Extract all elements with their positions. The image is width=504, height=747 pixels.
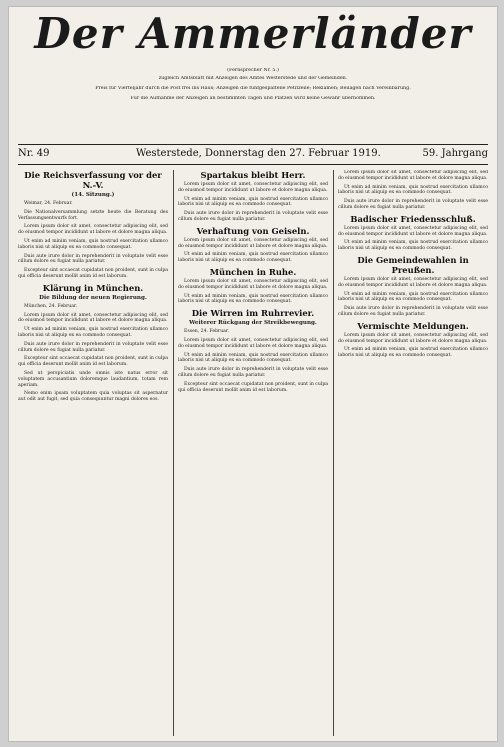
article-paragraph: Weimar, 24. Februar.	[24, 201, 73, 206]
article-paragraph: München, 24. Februar.	[24, 303, 78, 309]
article-heading: Die Gemeindewahlen in Preußen.	[357, 254, 469, 275]
article-paragraph: Duis aute irure dolor in reprehenderit in voluptate velit esse cillum dolore eu fugiat nulla pariatur.	[18, 253, 168, 265]
article-paragraph: Lorem ipsum dolor sit amet, consectetur adipiscing elit, sed do eiusmod tempor incididunt ut labore et dolore magna aliqua.	[178, 237, 328, 249]
article-heading: Die Reichsverfassung vor der N.-V.	[24, 170, 162, 190]
article-paragraph: Lorem ipsum dolor sit amet, consectetur adipiscing elit, sed do eiusmod tempor incididunt ut labore et dolore magna aliqua.	[18, 312, 168, 324]
article-paragraph: Ut enim ad minim veniam, quis nostrud exercitation ullamco laboris nisi ut aliquip ex ea commodo consequat.	[338, 184, 488, 196]
article-paragraph: Lorem ipsum dolor sit amet, consectetur adipiscing elit, sed do eiusmod tempor incididunt ut labore et dolore magna aliqua.	[178, 278, 328, 290]
article-paragraph: Lorem ipsum dolor sit amet, consectetur adipiscing elit, sed do eiusmod tempor incididunt ut labore et dolore magna aliqua.	[338, 332, 488, 344]
article-paragraph: Lorem ipsum dolor sit amet, consectetur adipiscing elit, sed do eiusmod tempor incididunt ut labore et dolore magna aliqua.	[178, 337, 328, 349]
article-paragraph: Ut enim ad minim veniam, quis nostrud exercitation ullamco laboris nisi ut aliquip ex ea commodo consequat.	[178, 252, 328, 264]
column-2	[178, 170, 328, 736]
column-divider	[333, 170, 334, 736]
top-rule	[18, 144, 488, 145]
issue-volume: 59. Jahrgang	[422, 148, 488, 159]
column-divider	[173, 170, 174, 736]
newspaper-page	[8, 6, 498, 742]
column-1	[18, 170, 168, 736]
bottom-rule	[18, 164, 488, 165]
article-heading: Spartakus bleibt Herr.	[200, 170, 306, 180]
article-heading: Klärung in München.	[42, 282, 144, 293]
article-heading: Die Wirren im Ruhrrevier.	[191, 308, 315, 319]
masthead-line-1: (Fernsprecher Nr. 5.)	[227, 68, 279, 73]
article-paragraph: Ut enim ad minim veniam, quis nostrud exercitation ullamco laboris nisi ut aliquip ex ea commodo consequat.	[178, 293, 328, 305]
article-paragraph: Lorem ipsum dolor sit amet, consectetur adipiscing elit, sed do eiusmod tempor incididunt ut labore et dolore magna aliqua.	[18, 224, 168, 236]
article-paragraph: Ut enim ad minim veniam, quis nostrud exercitation ullamco laboris nisi ut aliquip ex ea commodo consequat.	[178, 352, 328, 364]
article-paragraph: Lorem ipsum dolor sit amet, consectetur adipiscing elit, sed do eiusmod tempor incididunt ut labore et dolore magna aliqua.	[178, 182, 328, 193]
article-paragraph: Essen, 24. Februar.	[184, 329, 230, 335]
issue-place-date: Westerstede, Donnerstag den 27. Februar 1919.	[136, 148, 381, 159]
article-paragraph: Duis aute irure dolor in reprehenderit in voluptate velit esse cillum dolore eu fugiat nulla pariatur.	[18, 341, 168, 353]
issue-number: Nr. 49	[18, 148, 50, 159]
article-paragraph: Excepteur sint occaecat cupidatat non proident, sunt in culpa qui officia deserunt mollit anim id est laborum.	[18, 268, 168, 279]
article-paragraph: Excepteur sint occaecat cupidatat non proident, sunt in culpa qui officia deserunt mollit anim id est laborum.	[178, 381, 328, 393]
article-paragraph: Ut enim ad minim veniam, quis nostrud exercitation ullamco laboris nisi ut aliquip ex ea commodo consequat.	[18, 327, 168, 338]
article-subheading: Die Bildung der neuen Regierung.	[39, 294, 147, 301]
masthead	[8, 6, 498, 62]
article-paragraph: Excepteur sint occaecat cupidatat non proident, sunt in culpa qui officia deserunt mollit anim id est laborum.	[18, 356, 168, 368]
article-paragraph: Lorem ipsum dolor sit amet, consectetur adipiscing elit, sed do eiusmod tempor incididunt ut labore et dolore magna aliqua.	[338, 225, 488, 237]
article-heading: Verhaftung von Geiseln.	[196, 225, 310, 236]
article-subheading: Weiterer Rückgang der Streikbewegung.	[189, 320, 317, 327]
masthead-line-4: Für die Aufnahme der Anzeigen an bestimmten Tagen und Plätzen wird keine Gewähr übernommen.	[130, 96, 376, 101]
article-paragraph: Nemo enim ipsam voluptatem quia voluptas sit aspernatur aut odit aut fugit, sed quia consequuntur magni dolores eos.	[18, 391, 168, 403]
newspaper-title: Der Ammerländer	[34, 9, 472, 58]
article-paragraph: Duis aute irure dolor in reprehenderit in voluptate velit esse cillum dolore eu fugiat nulla pariatur.	[178, 367, 328, 378]
article-paragraph: Ut enim ad minim veniam, quis nostrud exercitation ullamco laboris nisi ut aliquip ex ea commodo consequat.	[338, 347, 488, 359]
article-paragraph: Ut enim ad minim veniam, quis nostrud exercitation ullamco laboris nisi ut aliquip ex ea commodo consequat.	[338, 240, 488, 252]
article-paragraph: Ut enim ad minim veniam, quis nostrud exercitation ullamco laboris nisi ut aliquip ex ea commodo consequat.	[18, 238, 168, 250]
article-subheading: (14. Sitzung.)	[71, 192, 115, 198]
dateline	[18, 148, 488, 162]
article-heading: Vermischte Meldungen.	[357, 320, 469, 331]
article-paragraph: Duis aute irure dolor in reprehenderit in voluptate velit esse cillum dolore eu fugiat nulla pariatur.	[338, 306, 488, 317]
article-paragraph: Lorem ipsum dolor sit amet, consectetur adipiscing elit, sed do eiusmod tempor incididunt ut labore et dolore magna aliqua.	[338, 170, 488, 181]
column-3	[338, 170, 488, 736]
article-paragraph: Duis aute irure dolor in reprehenderit in voluptate velit esse cillum dolore eu fugiat nulla pariatur.	[338, 199, 488, 210]
article-paragraph: Duis aute irure dolor in reprehenderit in voluptate velit esse cillum dolore eu fugiat nulla pariatur.	[178, 211, 328, 222]
masthead-line-2: zugleich Amtsblatt mit Anzeigen des Amtes Westerstede und der Gemeinden.	[158, 76, 348, 81]
article-paragraph: Lorem ipsum dolor sit amet, consectetur adipiscing elit, sed do eiusmod tempor incididunt ut labore et dolore magna aliqua.	[338, 276, 488, 288]
article-paragraph: Ut enim ad minim veniam, quis nostrud exercitation ullamco laboris nisi ut aliquip ex ea commodo consequat.	[178, 196, 328, 208]
article-paragraph: Sed ut perspiciatis unde omnis iste natus error sit voluptatem accusantium doloremque laudantium, totam rem aperiam.	[18, 370, 168, 388]
article-heading: Badischer Friedensschluß.	[350, 213, 476, 224]
article-paragraph: Ut enim ad minim veniam, quis nostrud exercitation ullamco laboris nisi ut aliquip ex ea commodo consequat.	[338, 291, 488, 303]
article-heading: München in Ruhe.	[209, 266, 297, 277]
article-paragraph: Die Nationalversammlung setzte heute die Beratung des Verfassungsentwurfs fort.	[18, 209, 168, 221]
masthead-line-3: Preis für Vierteljahr durch die Post frei ins Haus; Anzeigen die fünfgespaltene Petitzeile; Reklamen; Beilagen nach Vereinbarung.	[95, 86, 411, 91]
